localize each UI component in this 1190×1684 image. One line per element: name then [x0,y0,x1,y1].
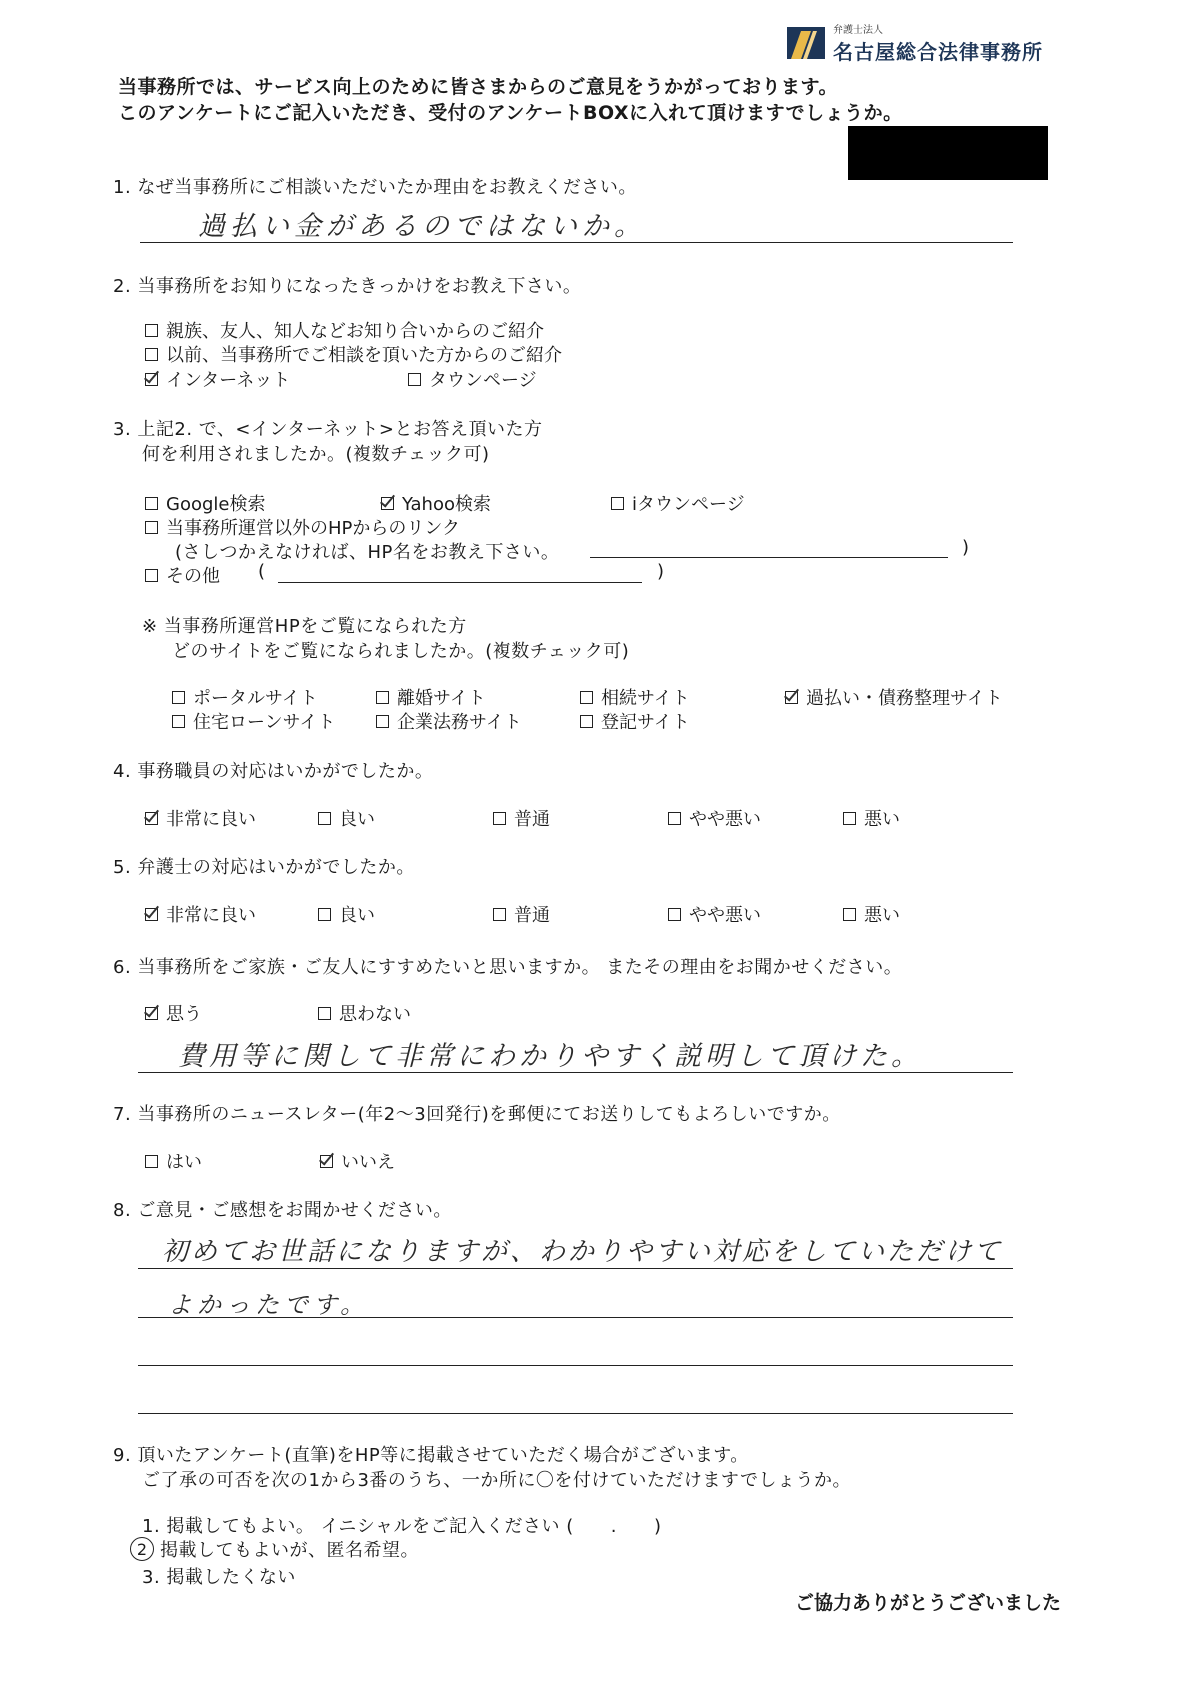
q3-site-label: 登記サイト [601,712,690,733]
logo-name: 名古屋総合法律事務所 [833,40,1043,64]
checkbox-icon [318,1007,331,1020]
checkbox-icon [145,569,158,582]
checkbox-icon [580,715,593,728]
q2-option-townpage[interactable] [408,366,537,392]
q3-option-label: Yahoo検索 [402,494,491,515]
checkbox-icon [611,497,624,510]
q5-option-bad[interactable] [843,901,900,927]
logo-mark-icon [787,25,827,61]
q4-label: 4. 事務職員の対応はいかがでしたか。 [113,761,434,782]
checkbox-icon [493,812,506,825]
q3-site-divorce[interactable] [376,684,486,710]
intro-line-1: 当事務所では、サービス向上のために皆さまからのご意見をうかがっております。 [118,76,838,98]
q3-sub-label-1: ※ 当事務所運営HPをご覧になられた方 [142,616,467,637]
q4-option-somewhat-bad[interactable] [668,805,761,831]
q8-answer-line-2: よかったです。 [168,1291,370,1319]
checkbox-icon [408,373,421,386]
checked-checkbox-icon [145,812,158,825]
checkbox-icon [172,715,185,728]
q5-option-label: 良い [339,905,375,926]
q3-other-open-paren: ( [258,561,266,582]
circled-number-icon [130,1537,154,1561]
checked-checkbox-icon [320,1155,333,1168]
checkbox-icon [145,324,158,337]
q2-option-label: 親族、友人、知人などお知り合いからのご紹介 [166,321,544,342]
q6-option-label: 思わない [339,1004,411,1025]
q8-line-2 [138,1317,1013,1318]
q3-site-registration[interactable] [580,708,690,734]
q3-option-external-link[interactable] [145,514,460,540]
checkbox-icon [376,715,389,728]
q2-option-label: 以前、当事務所でご相談を頂いた方からのご紹介 [166,345,562,366]
intro-line-2: このアンケートにご記入いただき、受付のアンケートBOXに入れて頂けますでしょうか。 [118,102,903,124]
q8-label: 8. ご意見・ご感想をお聞かせください。 [113,1200,452,1221]
q6-label: 6. 当事務所をご家族・ご友人にすすめたいと思いますか。 またその理由をお聞かせください。 [113,957,903,978]
q5-option-very-good[interactable] [145,901,256,927]
checked-checkbox-icon [785,691,798,704]
q5-option-label: 悪い [864,905,900,926]
q3-site-corporate[interactable] [376,708,522,734]
logo [787,22,1043,64]
logo-sub: 弁護士法人 [833,25,883,36]
q6-option-label: 思う [166,1004,202,1025]
q8-line-1 [138,1268,1013,1269]
q3-sub-label-2: どのサイトをご覧になられましたか。(複数チェック可) [172,641,630,662]
q3-site-label: 過払い・債務整理サイト [806,688,1003,709]
checkbox-icon [580,691,593,704]
q4-option-label: 非常に良い [166,809,256,830]
q5-option-good[interactable] [318,901,375,927]
q2-option-internet[interactable] [145,366,290,392]
checkbox-icon [843,908,856,921]
checkbox-icon [145,1155,158,1168]
q3-site-inheritance[interactable] [580,684,690,710]
checkbox-icon [668,908,681,921]
q7-option-label: はい [166,1152,202,1173]
q6-option-no[interactable] [318,1000,411,1026]
q8-line-4 [138,1413,1013,1414]
q5-label: 5. 弁護士の対応はいかがでしたか。 [113,857,415,878]
q3-option-label: その他 [166,566,220,587]
q6-answer-line [138,1072,1013,1073]
q4-option-label: 普通 [514,809,550,830]
q1-label: 1. なぜ当事務所にご相談いただいたか理由をお教えください。 [113,177,637,198]
checkbox-icon [145,521,158,534]
q3-option-label: 当事務所運営以外のHPからのリンク [166,518,461,539]
checkbox-icon [493,908,506,921]
q3-other-close-paren: ) [657,561,665,582]
q9-option-1[interactable]: 1. 掲載してもよい。 イニシャルをご記入ください ( . ) [142,1516,662,1537]
checked-checkbox-icon [145,373,158,386]
q5-option-somewhat-bad[interactable] [668,901,761,927]
q8-line-3 [138,1365,1013,1366]
q9-label-2: ご了承の可否を次の1から3番のうち、一か所に〇を付けていただけますでしょうか。 [142,1470,851,1491]
checked-checkbox-icon [145,1007,158,1020]
q4-option-normal[interactable] [493,805,550,831]
q7-option-no[interactable] [320,1148,395,1174]
checked-checkbox-icon [145,908,158,921]
checkbox-icon [145,497,158,510]
q5-option-normal[interactable] [493,901,550,927]
q9-option-2-label: 掲載してもよいが、匿名希望。 [160,1540,419,1561]
checkbox-icon [318,908,331,921]
checkbox-icon [172,691,185,704]
q3-other-line[interactable] [278,582,642,583]
q3-option-other[interactable] [145,562,220,588]
q5-option-label: 普通 [514,905,550,926]
closing-message: ご協力ありがとうございました [795,1592,1062,1614]
q2-label: 2. 当事務所をお知りになったきっかけをお教え下さい。 [113,276,582,297]
q5-option-label: やや悪い [689,905,761,926]
q2-option-relatives[interactable] [145,317,544,343]
q6-option-yes[interactable] [145,1000,202,1026]
q7-option-yes[interactable] [145,1148,202,1174]
q3-option-itownpage[interactable] [611,490,745,516]
checked-checkbox-icon [381,497,394,510]
q2-option-label: インターネット [166,370,291,391]
q9-option-2[interactable] [130,1536,419,1562]
q3-site-label: ポータルサイト [193,688,318,709]
q3-label-2: 何を利用されましたか。(複数チェック可) [142,444,490,465]
checkbox-icon [668,812,681,825]
q9-option-3[interactable]: 3. 掲載したくない [142,1567,296,1588]
q9-option-2-number: 2 [136,1539,148,1559]
q3-site-label: 住宅ローンサイト [193,712,336,733]
q7-option-label: いいえ [341,1152,395,1173]
q4-option-good[interactable] [318,805,375,831]
checkbox-icon [376,691,389,704]
q7-label: 7. 当事務所のニュースレター(年2〜3回発行)を郵便にてお送りしてもよろしいですか。 [113,1104,841,1125]
q4-option-very-good[interactable] [145,805,256,831]
checkbox-icon [843,812,856,825]
q2-option-previous-client[interactable] [145,341,562,367]
q3-site-label: 企業法務サイト [397,712,522,733]
redaction-block [848,126,1048,180]
q3-site-overpayment[interactable] [785,684,1003,710]
q3-site-portal[interactable] [172,684,318,710]
q4-option-bad[interactable] [843,805,900,831]
checkbox-icon [318,812,331,825]
q1-answer-line [140,242,1013,243]
q3-option-label: iタウンページ [632,494,745,515]
q3-option-google[interactable] [145,490,265,516]
q3-hp-name-line[interactable] [590,557,948,558]
q3-option-label: Google検索 [166,494,266,515]
q4-option-label: やや悪い [689,809,761,830]
q9-label-1: 9. 頂いたアンケート(直筆)をHP等に掲載させていただく場合がございます。 [113,1445,749,1466]
q1-answer: 過払い金があるのではないか。 [198,211,646,242]
q2-option-label: タウンページ [429,370,537,391]
q3-link-note: (さしつかえなければ、HP名をお教え下さい。 [175,542,560,563]
q3-link-close-paren: ) [962,537,970,558]
q4-option-label: 悪い [864,809,900,830]
q8-answer-line-1: 初めてお世話になりますが、わかりやすい対応をしていただけて [162,1237,1004,1267]
q3-label-1: 3. 上記2. で、<インターネット>とお答え頂いた方 [113,419,543,440]
q3-site-label: 相続サイト [601,688,690,709]
q5-option-label: 非常に良い [166,905,256,926]
q6-answer: 費用等に関して非常にわかりやすく説明して頂けた。 [178,1041,922,1072]
checkbox-icon [145,348,158,361]
q3-site-housing-loan[interactable] [172,708,335,734]
q3-option-yahoo[interactable] [381,490,491,516]
q3-site-label: 離婚サイト [397,688,486,709]
q4-option-label: 良い [339,809,375,830]
